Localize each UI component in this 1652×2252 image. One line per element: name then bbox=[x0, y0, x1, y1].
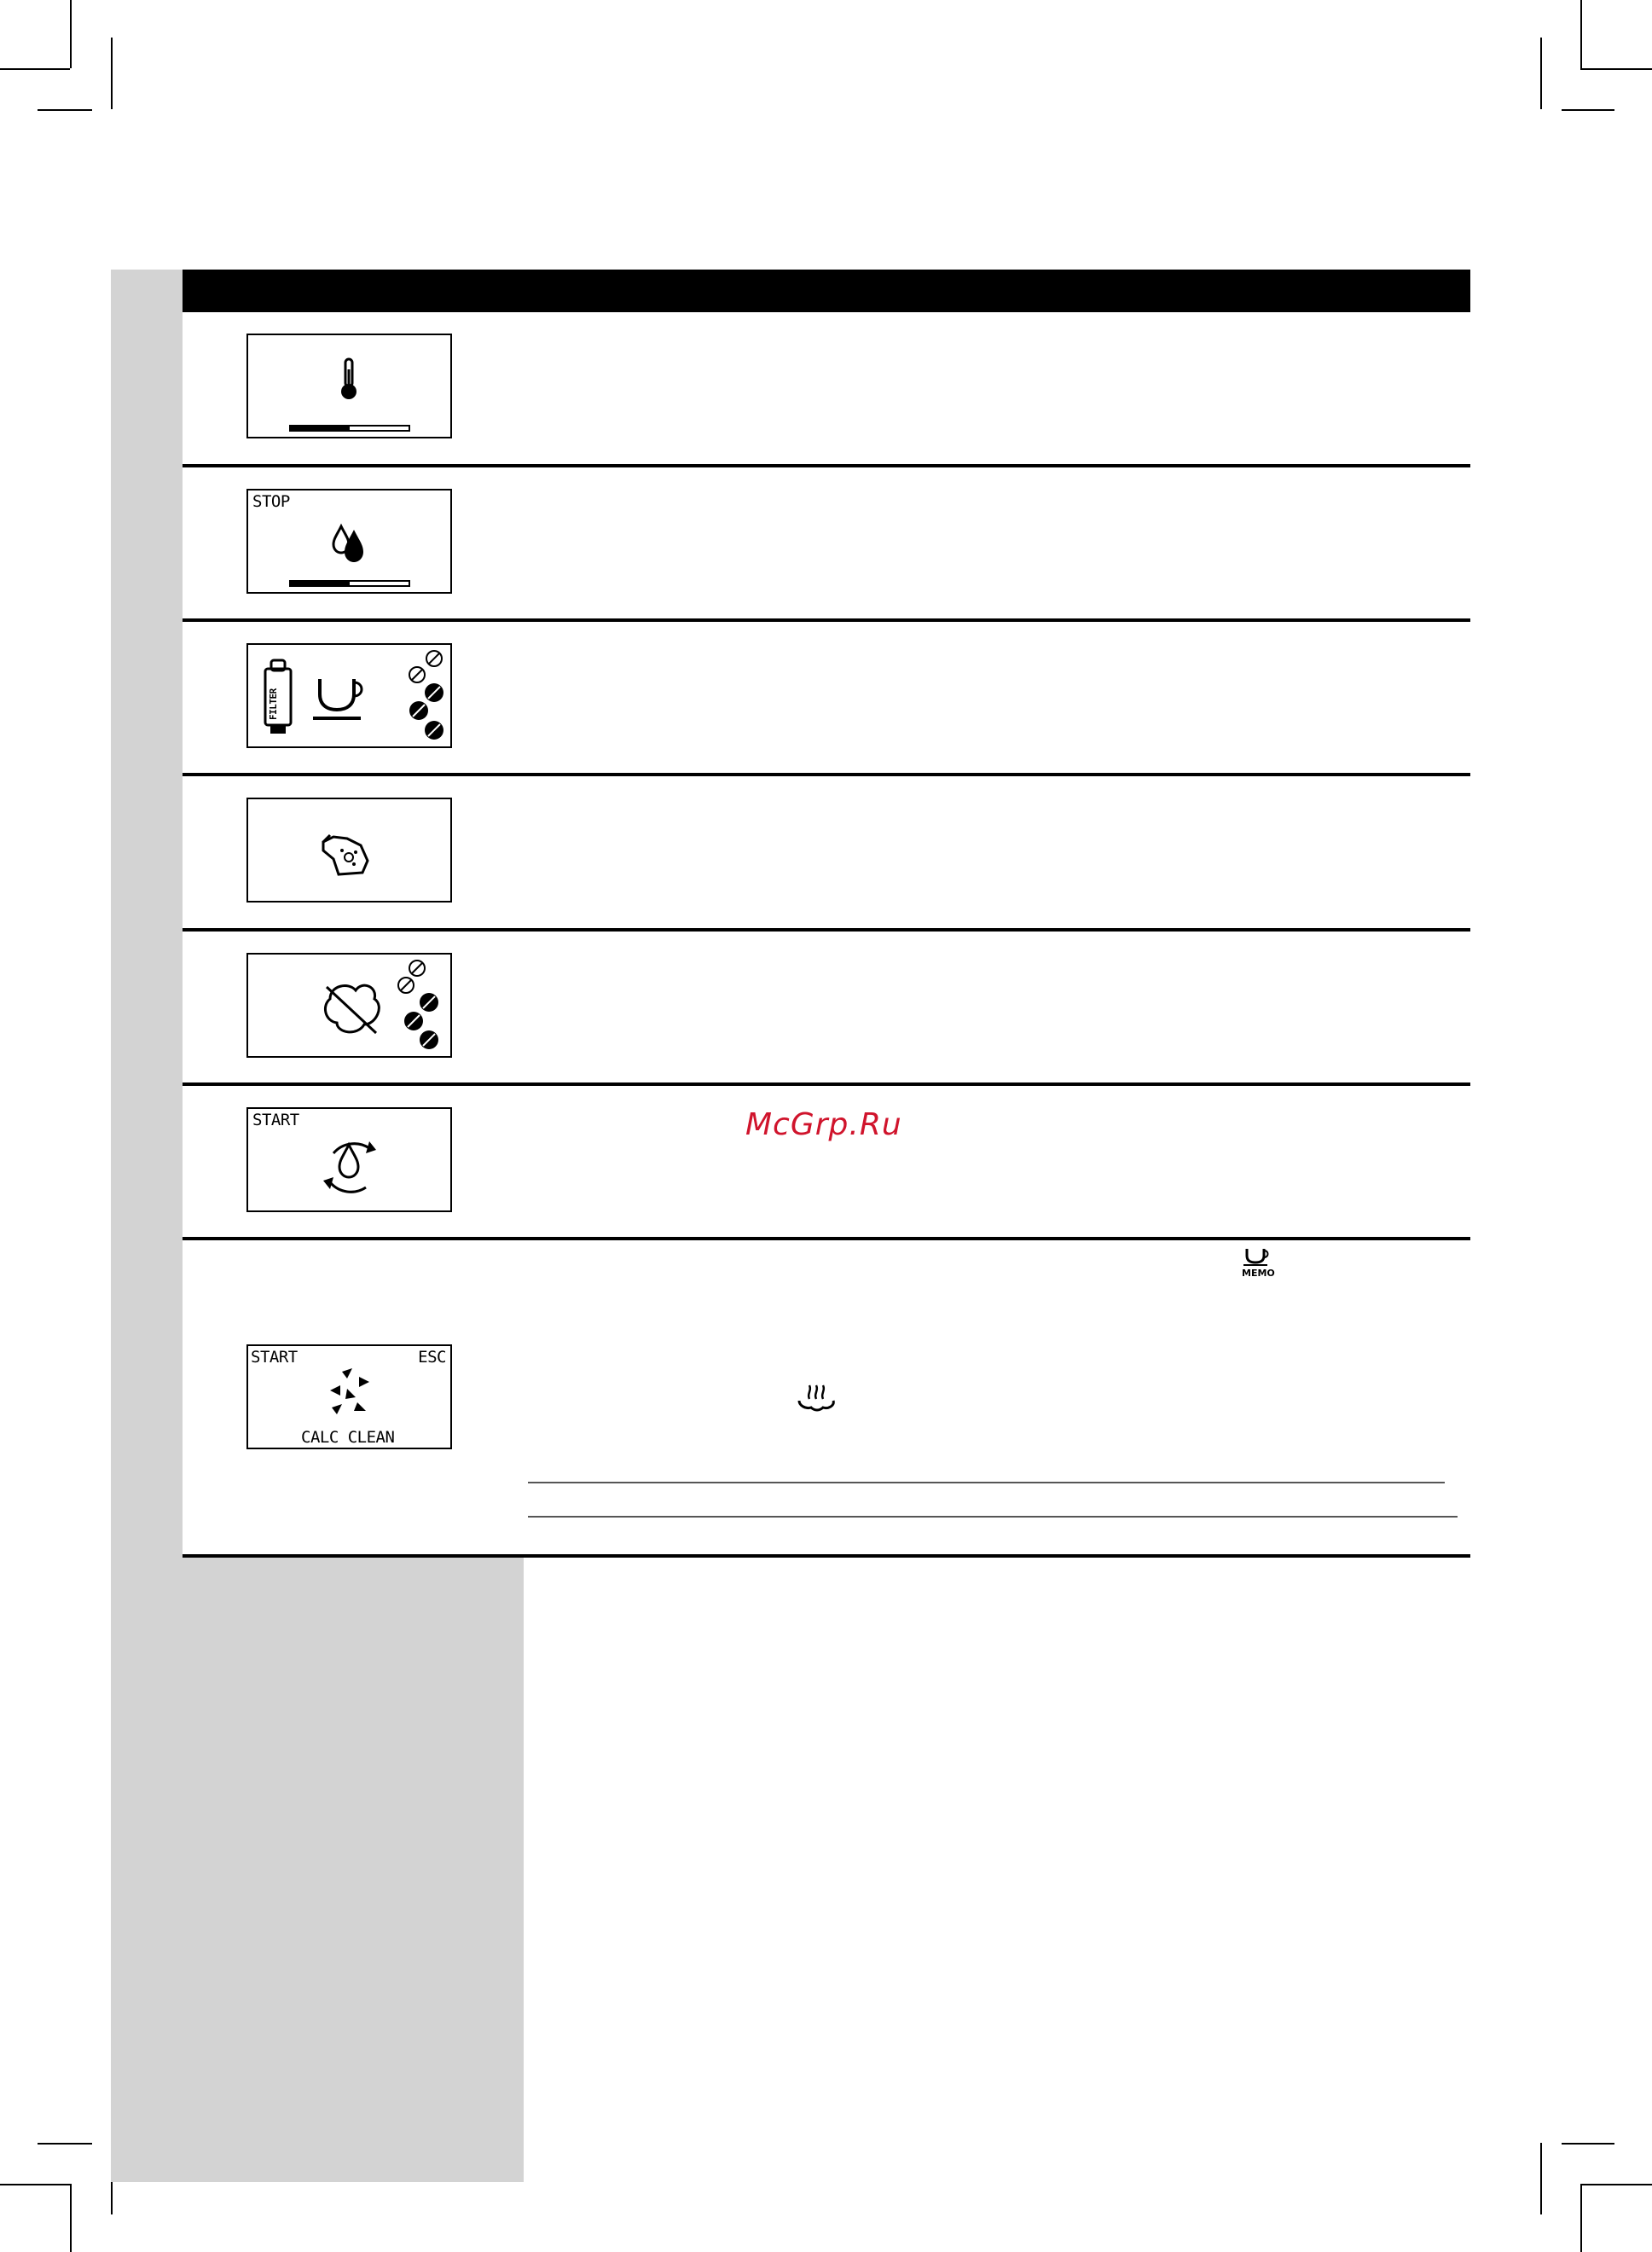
crop-mark bbox=[1580, 68, 1652, 70]
crop-mark bbox=[0, 68, 70, 70]
progress-fill bbox=[291, 427, 350, 430]
memo-cup-icon bbox=[1238, 1244, 1276, 1283]
crop-mark bbox=[1580, 2184, 1652, 2185]
progress-fill bbox=[291, 582, 350, 585]
progress-bar bbox=[289, 580, 410, 587]
table-row bbox=[183, 312, 1470, 464]
crop-mark bbox=[111, 38, 113, 109]
watermark: McGrp.Ru bbox=[745, 1107, 902, 1142]
lcd-display bbox=[246, 1107, 452, 1212]
table-row bbox=[183, 467, 1470, 618]
lcd-display bbox=[246, 1344, 452, 1449]
crop-mark bbox=[70, 0, 72, 68]
divider-line bbox=[528, 1482, 1445, 1483]
stop-label: STOP bbox=[252, 492, 290, 511]
crop-mark bbox=[70, 2184, 72, 2252]
no-ground-coffee-icon bbox=[248, 955, 452, 1058]
water-drops-icon bbox=[248, 490, 452, 594]
crop-mark bbox=[1580, 2184, 1582, 2252]
calc-clean-label: CALC CLEAN bbox=[301, 1428, 395, 1447]
table-row bbox=[183, 776, 1470, 928]
row-divider bbox=[183, 1554, 1470, 1558]
lcd-display bbox=[246, 489, 452, 594]
progress-bar bbox=[289, 425, 410, 432]
divider-line bbox=[528, 1516, 1458, 1518]
descaling-drop-icon bbox=[248, 1109, 452, 1212]
table-row bbox=[183, 622, 1470, 773]
lcd-display bbox=[246, 334, 452, 438]
table-header-bar bbox=[183, 270, 1470, 312]
crop-mark bbox=[38, 109, 92, 111]
cup-icon bbox=[1238, 1244, 1276, 1268]
crop-mark bbox=[38, 2143, 92, 2145]
thermometer-icon bbox=[248, 335, 452, 438]
lcd-display bbox=[246, 798, 452, 903]
crop-mark bbox=[1580, 0, 1582, 68]
lcd-display bbox=[246, 953, 452, 1058]
steam-icon bbox=[796, 1382, 838, 1413]
start-label: START bbox=[252, 1111, 299, 1129]
memo-label: MEMO bbox=[1242, 1268, 1275, 1279]
crop-mark bbox=[1540, 2143, 1542, 2214]
crop-mark bbox=[0, 2184, 70, 2185]
table-row bbox=[183, 932, 1470, 1082]
crop-mark bbox=[1540, 38, 1542, 109]
crop-mark bbox=[1562, 109, 1614, 111]
ground-coffee-scoop-icon bbox=[248, 799, 452, 903]
esc-label: ESC bbox=[418, 1348, 446, 1367]
crop-mark bbox=[1562, 2143, 1614, 2145]
start-label: START bbox=[251, 1348, 298, 1367]
filter-label: FILTER bbox=[268, 688, 279, 720]
table-row bbox=[183, 1240, 1470, 1554]
lcd-display bbox=[246, 643, 452, 748]
